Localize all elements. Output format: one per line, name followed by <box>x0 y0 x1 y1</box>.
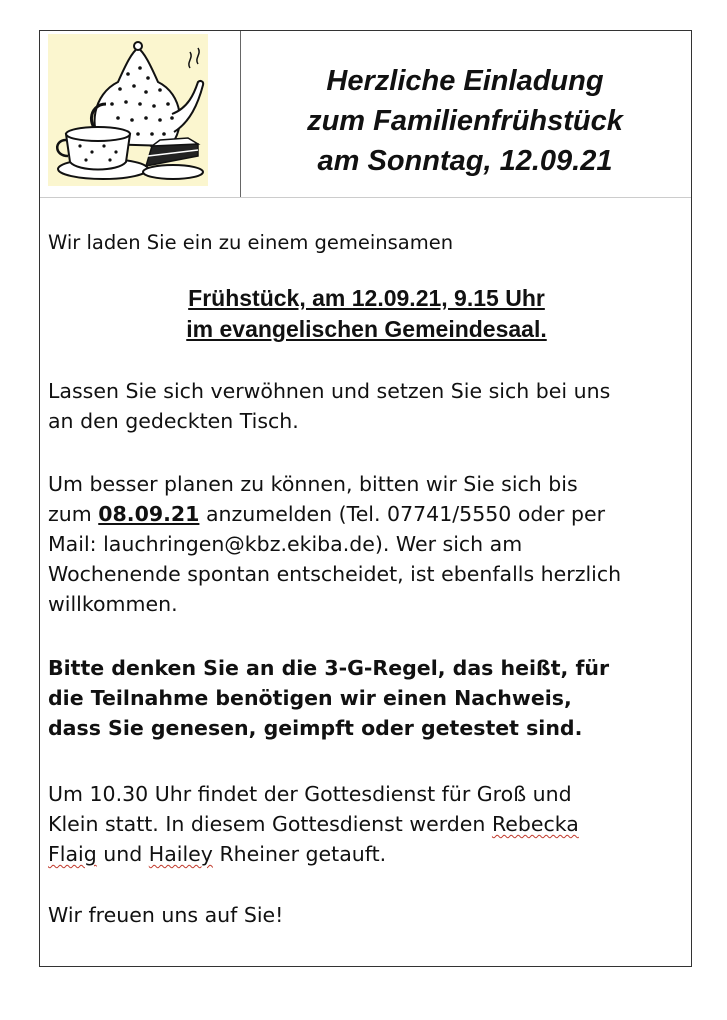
name-flaig: Flaig <box>48 842 97 866</box>
text-fragment: zum <box>48 502 99 526</box>
name-hailey: Hailey <box>148 842 213 866</box>
paragraph-registration <box>48 469 683 619</box>
paragraph-welcome <box>48 376 683 436</box>
title-line: zum Familienfrühstück <box>307 105 623 137</box>
paragraph-service <box>48 779 683 869</box>
text-line: willkommen. <box>48 592 178 616</box>
header-divider-vertical <box>240 31 241 197</box>
header-divider-horizontal <box>40 197 691 198</box>
text-line: Um besser planen zu können, bitten wir Sie sich bis <box>48 472 578 496</box>
event-location-line: im evangelischen Gemeindesaal. <box>186 316 547 342</box>
text-line: an den gedeckten Tisch. <box>48 409 299 433</box>
text-line <box>48 809 683 839</box>
text-fragment: Klein statt. In diesem Gottesdienst werden <box>48 812 492 836</box>
text-line: Um 10.30 Uhr findet der Gottesdienst für Groß und <box>48 782 572 806</box>
text-line: Lassen Sie sich verwöhnen und setzen Sie sich bei uns <box>48 379 611 403</box>
text-fragment: Rheiner getauft. <box>212 842 387 866</box>
event-date-line: Frühstück, am 12.09.21, 9.15 Uhr <box>188 285 545 311</box>
event-details <box>40 283 693 345</box>
registration-deadline: 08.09.21 <box>98 502 200 526</box>
intro-text: Wir laden Sie ein zu einem gemeinsamen <box>48 231 454 254</box>
closing-text: Wir freuen uns auf Sie! <box>48 903 284 927</box>
text-fragment: und <box>96 842 149 866</box>
name-rebecka: Rebecka <box>491 812 579 836</box>
title-line: Herzliche Einladung <box>326 65 604 97</box>
title-line: am Sonntag, 12.09.21 <box>317 145 613 177</box>
text-line: Wochenende spontan entscheidet, ist ebenfalls herzlich <box>48 562 622 586</box>
text-line: dass Sie genesen, geimpft oder getestet sind. <box>48 716 583 740</box>
notice-3g-rule <box>48 653 683 743</box>
teapot-cup-cake-icon <box>48 34 208 186</box>
invitation-title <box>245 61 685 181</box>
text-fragment: anzumelden (Tel. 07741/5550 oder per <box>199 502 606 526</box>
text-line: die Teilnahme benötigen wir einen Nachweis, <box>48 686 572 710</box>
text-line: Mail: lauchringen@kbz.ekiba.de). Wer sich am <box>48 532 523 556</box>
text-line <box>48 839 683 869</box>
text-line <box>48 499 683 529</box>
text-line: Bitte denken Sie an die 3-G-Regel, das heißt, für <box>48 656 610 680</box>
invitation-frame <box>39 30 692 967</box>
